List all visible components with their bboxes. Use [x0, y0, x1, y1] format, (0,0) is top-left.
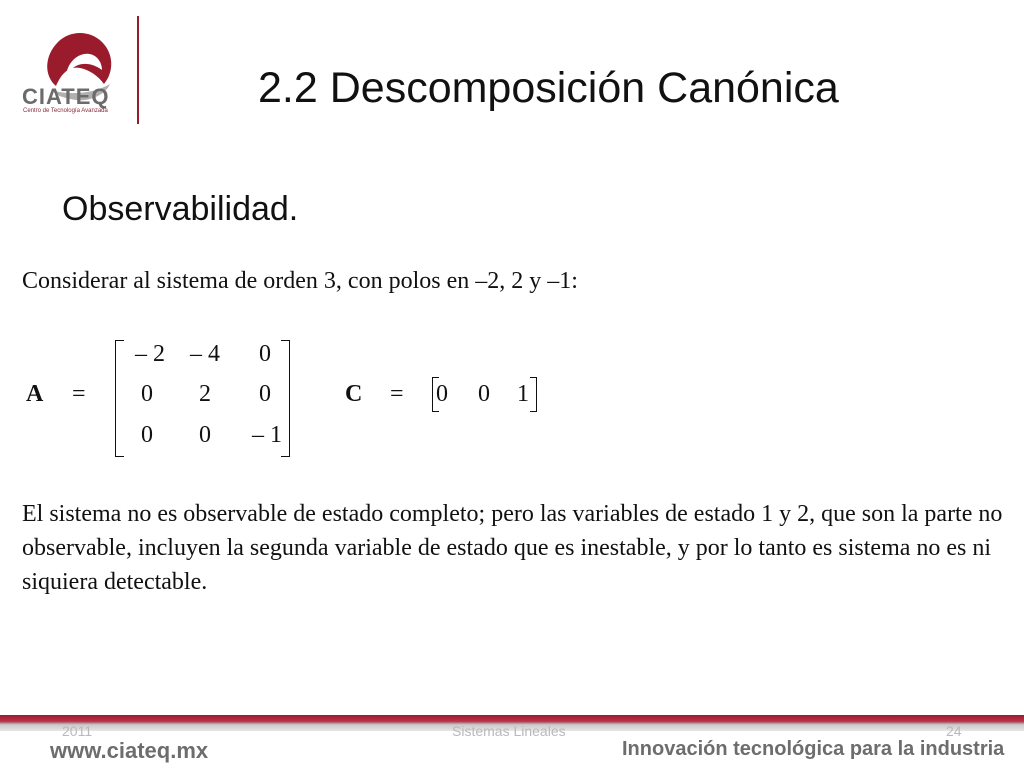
- logo-tagline: Centro de Tecnología Avanzada: [23, 108, 108, 114]
- footer-year: 2011: [62, 723, 93, 739]
- matrix-a-cell: 2: [199, 381, 211, 407]
- header-divider: [137, 16, 139, 124]
- matrix-a-cell: – 4: [190, 341, 220, 367]
- slide-title: 2.2 Descomposición Canónica: [258, 64, 839, 112]
- matrix-a-label: A: [26, 381, 44, 407]
- matrix-c-cell: 0: [436, 381, 448, 407]
- footer-tagline: Innovación tecnológica para la industria: [622, 738, 1005, 760]
- matrix-c-cell: 1: [517, 381, 529, 407]
- matrix-a-cell: – 2: [135, 341, 165, 367]
- matrix-a-cell: 0: [141, 381, 153, 407]
- slide-subtitle: Observabilidad.: [62, 190, 299, 228]
- footer-course: Sistemas Lineales: [452, 723, 566, 739]
- matrix-c-equals: =: [390, 381, 404, 407]
- matrix-a-equals: =: [72, 381, 86, 407]
- matrix-c-cell: 0: [478, 381, 490, 407]
- intro-text: Considerar al sistema de orden 3, con polos en –2, 2 y –1:: [22, 268, 578, 294]
- matrix-c-label: C: [345, 381, 363, 407]
- footer-url: www.ciateq.mx: [50, 738, 209, 763]
- footer-page-number: 24: [946, 723, 962, 739]
- matrix-a-cell: 0: [141, 422, 153, 448]
- logo-wordmark: CIATEQ: [22, 84, 110, 109]
- matrix-a-cell: 0: [259, 381, 271, 407]
- matrix-a-cell: 0: [199, 422, 211, 448]
- conclusion-paragraph: El sistema no es observable de estado completo; pero las variables de estado 1 y 2, que son la parte no observable, incluyen la segunda variable de estado que es inestable, y por lo tanto es sistema no es ni siquiera detectable.: [22, 501, 1003, 595]
- matrix-a-cell: 0: [259, 341, 271, 367]
- matrix-a-cell: – 1: [252, 422, 282, 448]
